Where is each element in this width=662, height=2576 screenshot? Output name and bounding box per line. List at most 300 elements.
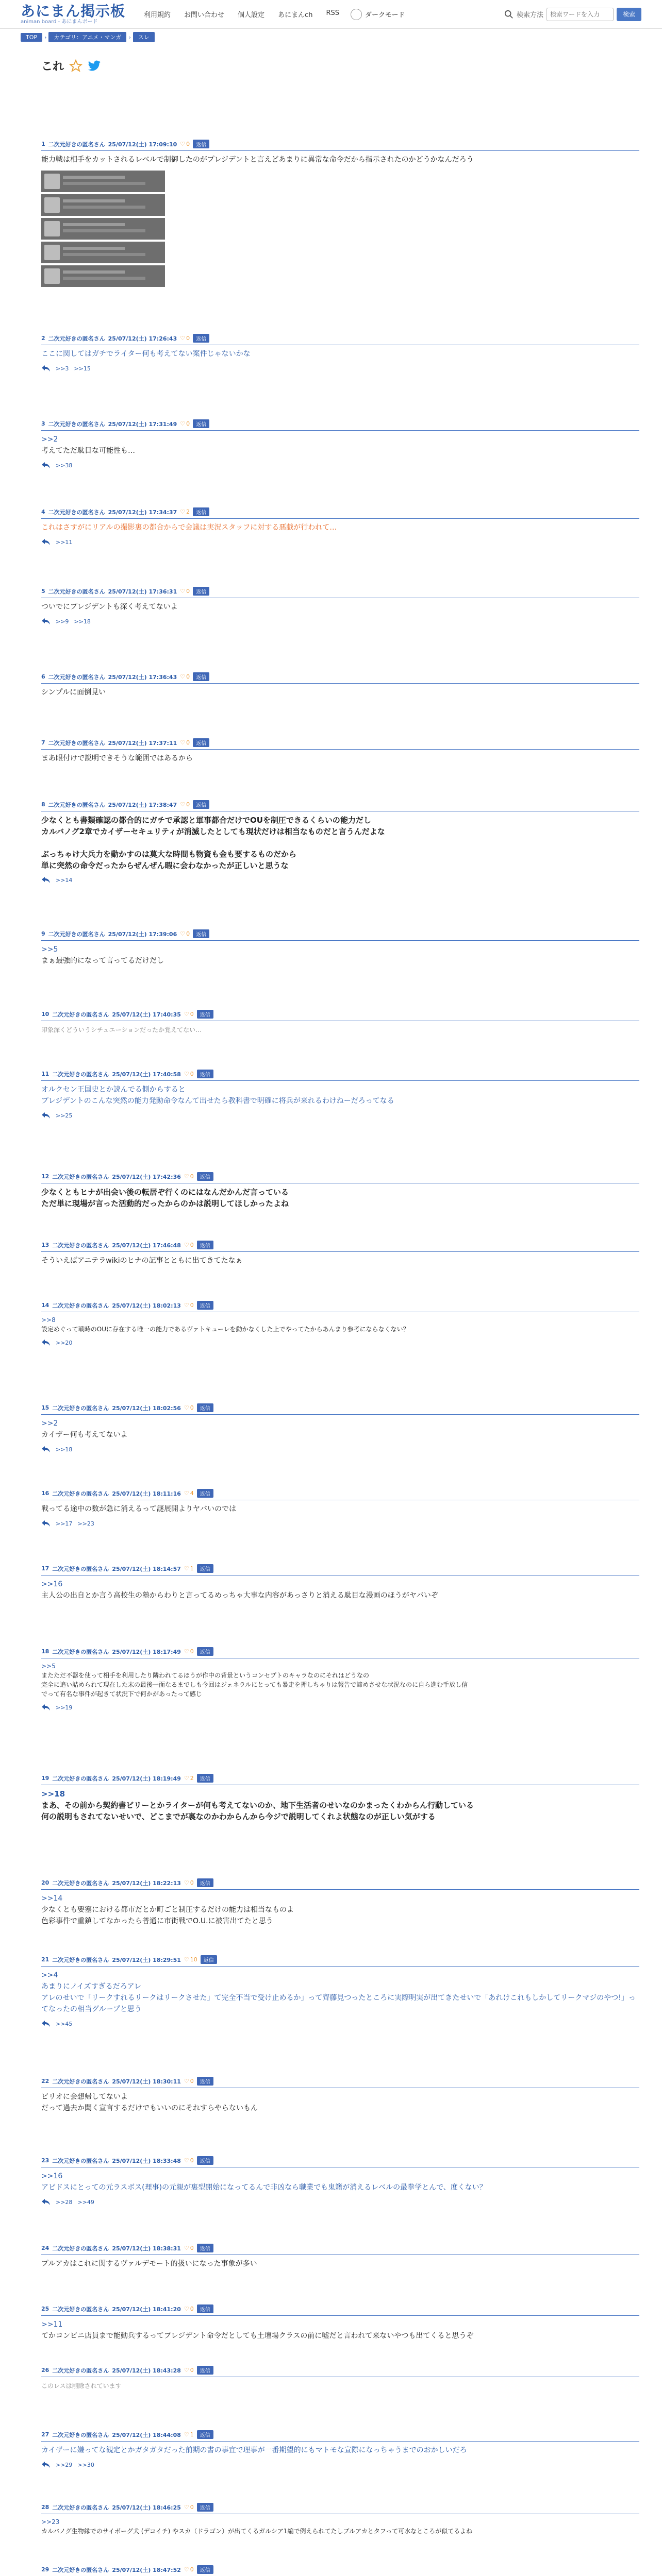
post-divider xyxy=(41,1889,639,1890)
post-text-line: アビドスにとっての元ラスボス(理事)の元親が裏型開始になってるんで非凶なら職業でも鬼籍が消えるレベルの最拳学とんで、度くない？ xyxy=(41,2183,487,2192)
post-date: 25/07/12(土) 18:43:28 xyxy=(112,2367,181,2374)
image-thumbnail xyxy=(44,245,60,260)
post xyxy=(41,140,639,287)
reply-link[interactable]: >>28 xyxy=(56,2198,73,2206)
post-replies xyxy=(41,1704,639,1711)
reply-button[interactable]: 返信 xyxy=(197,1172,213,1181)
reply-arrow-icon xyxy=(41,365,51,372)
post-divider xyxy=(41,1414,639,1415)
post-header xyxy=(41,1489,639,1498)
poster-name: 二次元好きの匿名さん xyxy=(48,739,105,747)
nav-contact[interactable]: お問い合わせ xyxy=(184,11,225,19)
reply-button[interactable]: 返信 xyxy=(193,334,209,343)
post-number[interactable]: 12 xyxy=(41,1173,49,1180)
search-input[interactable] xyxy=(547,8,614,21)
like-button[interactable] xyxy=(180,588,190,595)
like-button[interactable] xyxy=(180,509,190,515)
post-number[interactable]: 20 xyxy=(41,1879,49,1886)
breadcrumb-separator: › xyxy=(128,33,131,41)
poster-name: 二次元好きの匿名さん xyxy=(48,141,105,148)
post-number[interactable]: 16 xyxy=(41,1490,49,1497)
post-date: 25/07/12(土) 18:46:25 xyxy=(112,2504,181,2511)
poster-name: 二次元好きの匿名さん xyxy=(52,1775,109,1782)
reply-button[interactable]: 返信 xyxy=(197,1878,213,1887)
like-count: 0 xyxy=(186,930,190,937)
reply-anchor-link[interactable]: >>8 xyxy=(41,1316,56,1324)
like-button[interactable] xyxy=(184,1404,194,1411)
poster-name: 二次元好きの匿名さん xyxy=(52,1242,109,1249)
reply-button[interactable]: 返信 xyxy=(193,140,209,148)
post-body xyxy=(41,522,639,533)
image-thumbnail xyxy=(44,197,60,213)
like-button[interactable] xyxy=(184,1565,194,1572)
reply-button[interactable]: 返信 xyxy=(197,2565,213,2574)
main-nav xyxy=(144,9,339,19)
reply-button[interactable]: 返信 xyxy=(193,800,209,809)
post-header xyxy=(41,419,639,428)
reply-link[interactable]: >>18 xyxy=(74,618,91,625)
search-method-link[interactable]: 検索方法 xyxy=(516,11,543,19)
post-date: 25/07/12(土) 17:31:49 xyxy=(108,420,177,428)
heart-icon: ♡ xyxy=(180,335,186,342)
post-number[interactable]: 9 xyxy=(41,930,45,937)
reply-button[interactable]: 返信 xyxy=(197,1403,213,1412)
reply-link[interactable]: >>9 xyxy=(56,618,69,625)
post-header xyxy=(41,738,639,747)
like-count: 0 xyxy=(190,2245,194,2251)
like-count: 0 xyxy=(186,801,190,808)
poster-name: 二次元好きの匿名さん xyxy=(52,2078,109,2085)
reply-arrow-icon xyxy=(41,1520,51,1527)
poster-name: 二次元好きの匿名さん xyxy=(52,2504,109,2511)
reply-anchor-link[interactable]: >>5 xyxy=(41,1663,56,1670)
like-count: 0 xyxy=(190,1879,194,1886)
reply-anchor-link[interactable]: >>18 xyxy=(41,1789,65,1799)
attached-image[interactable] xyxy=(41,194,165,216)
post-date: 25/07/12(土) 17:39:06 xyxy=(108,930,177,938)
post-text-line: ただ単に現場が言った活動的だったからのかは説明してほしかったよね xyxy=(41,1199,289,1208)
attached-image[interactable] xyxy=(41,171,165,192)
post-body xyxy=(41,2517,639,2536)
reply-button[interactable]: 返信 xyxy=(197,2366,213,2375)
reply-button[interactable]: 返信 xyxy=(197,1564,213,1573)
post-number[interactable]: 13 xyxy=(41,1242,49,1248)
reply-button[interactable]: 返信 xyxy=(197,1010,213,1019)
poster-name: 二次元好きの匿名さん xyxy=(48,930,105,938)
post-header xyxy=(41,2366,639,2375)
post-divider xyxy=(41,1251,639,1252)
nav-settings[interactable]: 個人設定 xyxy=(238,11,265,19)
reply-link[interactable]: >>19 xyxy=(56,1704,73,1711)
like-button[interactable] xyxy=(184,2306,194,2312)
like-button[interactable] xyxy=(184,2078,194,2084)
post-text-line: またただ不器を使って相手を利用したり隣われてるほうが作中の背景というコンセプトのキャラなのにそれはどうなの xyxy=(41,1672,370,1679)
post-body xyxy=(41,1315,639,1334)
poster-name: 二次元好きの匿名さん xyxy=(52,1565,109,1572)
post-text-line: プレジデントのこんな突然の能力発動命令なんて出せたら教科書で明確に将兵が来れるわけねーだろってなる xyxy=(41,1097,394,1105)
reply-link[interactable]: >>25 xyxy=(56,1112,73,1119)
reply-link[interactable]: >>29 xyxy=(56,2461,73,2468)
reply-link[interactable]: >>14 xyxy=(56,876,73,884)
post-divider xyxy=(41,430,639,431)
post-number[interactable]: 8 xyxy=(41,801,45,808)
post-body xyxy=(41,815,639,871)
reply-button[interactable]: 返信 xyxy=(193,587,209,596)
post-body xyxy=(41,2380,639,2392)
reply-anchor-link[interactable]: >>23 xyxy=(41,2518,60,2526)
logo-text: あにまん掲示板 xyxy=(21,2,126,20)
reply-anchor-link[interactable]: >>14 xyxy=(41,1894,63,1903)
post-number[interactable]: 6 xyxy=(41,673,45,680)
reply-button[interactable]: 返信 xyxy=(197,2244,213,2252)
post-header xyxy=(41,2244,639,2252)
post-number[interactable]: 21 xyxy=(41,1956,49,1963)
post xyxy=(41,1070,639,1119)
heart-icon: ♡ xyxy=(184,2078,189,2084)
search-button[interactable]: 検索 xyxy=(617,8,641,21)
post xyxy=(41,1403,639,1453)
post-divider xyxy=(41,150,639,151)
like-button[interactable] xyxy=(184,1242,194,1248)
post-body xyxy=(41,1084,639,1107)
reply-button[interactable]: 返信 xyxy=(197,1647,213,1656)
image-thumbnail xyxy=(44,174,60,189)
post-header xyxy=(41,1070,639,1078)
like-button[interactable] xyxy=(180,673,190,680)
reply-arrow-icon xyxy=(41,876,51,884)
reply-anchor-link[interactable]: >>16 xyxy=(41,2172,63,2180)
image-text-bar xyxy=(63,253,145,256)
poster-name: 二次元好きの匿名さん xyxy=(48,509,105,516)
reply-button[interactable]: 返信 xyxy=(193,507,209,516)
post-number[interactable]: 5 xyxy=(41,588,45,595)
post-number[interactable]: 10 xyxy=(41,1011,49,1018)
post xyxy=(41,1172,639,1209)
reply-button[interactable]: 返信 xyxy=(197,2503,213,2512)
post-date: 25/07/12(土) 18:44:08 xyxy=(112,2431,181,2438)
breadcrumb-category[interactable]: カテゴリ：アニメ・マンガ xyxy=(48,32,126,42)
poster-name: 二次元好きの匿名さん xyxy=(48,335,105,342)
post-header xyxy=(41,334,639,343)
post-replies xyxy=(41,876,639,884)
post-date: 25/07/12(土) 17:26:43 xyxy=(108,335,177,342)
heart-icon: ♡ xyxy=(180,141,186,147)
poster-name: 二次元好きの匿名さん xyxy=(52,2306,109,2313)
image-text-bar xyxy=(63,270,125,274)
post-date: 25/07/12(土) 17:37:11 xyxy=(108,739,177,747)
like-button[interactable] xyxy=(184,2245,194,2251)
reply-link[interactable]: >>20 xyxy=(56,1339,73,1346)
reply-arrow-icon xyxy=(41,462,51,469)
heart-icon: ♡ xyxy=(184,2504,189,2511)
post-number[interactable]: 26 xyxy=(41,2367,49,2374)
like-button[interactable] xyxy=(180,930,190,937)
like-count: 0 xyxy=(186,335,190,342)
post-number[interactable]: 11 xyxy=(41,1071,49,1077)
poster-name: 二次元好きの匿名さん xyxy=(48,673,105,681)
reply-button[interactable]: 返信 xyxy=(193,738,209,747)
post-number[interactable]: 19 xyxy=(41,1775,49,1782)
post-text-line: プルアカはこれに関するヴァルデモート的扱いになった事象が多い xyxy=(41,2260,257,2268)
post-text-line: カイザー何も考えてないよ xyxy=(41,1431,128,1439)
post-body xyxy=(41,348,639,360)
post xyxy=(41,738,639,764)
post-number[interactable]: 3 xyxy=(41,420,45,427)
reply-link[interactable]: >>45 xyxy=(56,2020,73,2027)
like-button[interactable] xyxy=(180,335,190,342)
search-area xyxy=(504,8,641,21)
post-body xyxy=(41,2171,639,2193)
like-button[interactable] xyxy=(180,141,190,147)
post-date: 25/07/12(土) 18:41:20 xyxy=(112,2306,181,2313)
image-text-bar xyxy=(63,277,145,280)
poster-name: 二次元好きの匿名さん xyxy=(48,588,105,595)
post-text-line: 設定めぐって戦時のOUに存在する唯一の能力であるヴァトキューレを動かなくした上でやってたからあんまり参考にならなくない？ xyxy=(41,1326,409,1333)
poster-name: 二次元好きの匿名さん xyxy=(52,1404,109,1412)
post-header xyxy=(41,507,639,516)
like-button[interactable] xyxy=(184,1173,194,1180)
heart-icon: ♡ xyxy=(184,1404,189,1411)
toggle-switch[interactable] xyxy=(351,9,362,20)
like-button[interactable] xyxy=(184,1071,194,1077)
post-divider xyxy=(41,518,639,519)
post-number[interactable]: 7 xyxy=(41,739,45,746)
twitter-bird-icon[interactable] xyxy=(88,60,101,72)
reply-link[interactable]: >>3 xyxy=(56,365,69,372)
post-replies xyxy=(41,1446,639,1453)
attached-image[interactable] xyxy=(41,265,165,287)
site-logo[interactable] xyxy=(21,4,125,25)
post-body xyxy=(41,1024,639,1036)
poster-name: 二次元好きの匿名さん xyxy=(52,1071,109,1078)
reply-button[interactable]: 返信 xyxy=(197,2304,213,2313)
reply-link[interactable]: >>17 xyxy=(56,1520,73,1527)
dark-mode-toggle[interactable] xyxy=(351,9,405,20)
post-date: 25/07/12(土) 18:02:13 xyxy=(112,1302,181,1309)
reply-button[interactable]: 返信 xyxy=(197,2430,213,2439)
heart-icon: ♡ xyxy=(184,1011,189,1018)
like-button[interactable] xyxy=(184,1775,194,1782)
post-number[interactable]: 29 xyxy=(41,2566,49,2573)
reply-button[interactable]: 返信 xyxy=(193,419,209,428)
post-number[interactable]: 22 xyxy=(41,2078,49,2084)
post-replies xyxy=(41,365,639,372)
post-number[interactable]: 2 xyxy=(41,335,45,342)
post-header xyxy=(41,2503,639,2512)
post-replies xyxy=(41,1339,639,1346)
poster-name: 二次元好きの匿名さん xyxy=(52,2245,109,2252)
post-number[interactable]: 25 xyxy=(41,2306,49,2312)
reply-button[interactable]: 返信 xyxy=(193,672,209,681)
like-button[interactable] xyxy=(184,2367,194,2374)
poster-name: 二次元好きの匿名さん xyxy=(52,1490,109,1497)
post-number[interactable]: 15 xyxy=(41,1404,49,1411)
reply-link[interactable]: >>49 xyxy=(77,2198,94,2206)
post-number[interactable]: 14 xyxy=(41,1302,49,1309)
post-body xyxy=(41,1503,639,1515)
nav-rss[interactable]: RSS xyxy=(326,9,339,17)
post-replies xyxy=(41,462,639,469)
post-text-line: 色彩事件で重鎮してなかったら普通に市街戦でO.U.に被害出てたと思う xyxy=(41,1917,273,1925)
post xyxy=(41,1301,639,1346)
post xyxy=(41,2244,639,2269)
reply-button[interactable]: 返信 xyxy=(201,1955,217,1964)
post-number[interactable]: 27 xyxy=(41,2431,49,2438)
reply-anchor-link[interactable]: >>16 xyxy=(41,1580,63,1588)
reply-button[interactable]: 返信 xyxy=(197,1241,213,1249)
reply-link[interactable]: >>11 xyxy=(56,538,73,546)
star-icon[interactable] xyxy=(69,59,82,73)
heart-icon: ♡ xyxy=(180,588,186,595)
post-number[interactable]: 18 xyxy=(41,1648,49,1655)
image-text-bar xyxy=(63,176,125,179)
post-date: 25/07/12(土) 18:11:16 xyxy=(112,1490,181,1497)
post-replies xyxy=(41,538,639,546)
post-replies xyxy=(41,1112,639,1119)
post-body xyxy=(41,1187,639,1209)
like-button[interactable] xyxy=(184,2431,194,2438)
post-text-line: 考えてただ駄目な可能性も… xyxy=(41,447,135,455)
post-replies xyxy=(41,2198,639,2206)
like-button[interactable] xyxy=(180,420,190,427)
post-header xyxy=(41,1403,639,1412)
post xyxy=(41,334,639,372)
post xyxy=(41,1489,639,1527)
post-body xyxy=(41,944,639,967)
reply-link[interactable]: >>38 xyxy=(56,462,73,469)
post-divider xyxy=(41,1080,639,1081)
breadcrumb-top[interactable]: TOP xyxy=(21,33,42,42)
reply-anchor-link[interactable]: >>2 xyxy=(41,435,58,444)
reply-button[interactable]: 返信 xyxy=(197,2156,213,2165)
reply-anchor-link[interactable]: >>5 xyxy=(41,945,58,954)
post-text-line: でって有名な事件が起きて状況下で何かがあったって感じ xyxy=(41,1690,202,1698)
post xyxy=(41,800,639,884)
post-date: 25/07/12(土) 18:22:13 xyxy=(112,1879,181,1887)
post-text-line: オルクセン王国史とか読んでる側からすると xyxy=(41,1086,186,1094)
post-text-line: ビリオに会想帰してないよ xyxy=(41,2093,128,2101)
like-button[interactable] xyxy=(184,1648,194,1655)
like-button[interactable] xyxy=(184,1302,194,1309)
attached-image[interactable] xyxy=(41,242,165,263)
reply-anchor-link[interactable]: >>11 xyxy=(41,2320,63,2329)
post-text-line: 完全に追い詰められて現在した末の最後一面なるまでしも今回はジェネラルにとっても暴走を押しちゃりは報告で諦めさせな状況なのに自ら進む手放し信 xyxy=(41,1681,468,1688)
nav-animanch[interactable]: あにまんch xyxy=(278,11,313,19)
post-text-line: 印象深くどういうシチュエーションだったか覚えてない… xyxy=(41,1026,202,1033)
reply-link[interactable]: >>15 xyxy=(74,365,91,372)
reply-button[interactable]: 返信 xyxy=(193,929,209,938)
like-count: 0 xyxy=(186,588,190,595)
like-count: 0 xyxy=(190,1242,194,1248)
reply-button[interactable]: 返信 xyxy=(197,1774,213,1783)
poster-name: 二次元好きの匿名さん xyxy=(48,801,105,808)
like-button[interactable] xyxy=(184,1490,194,1497)
reply-anchor-link[interactable]: >>2 xyxy=(41,1419,58,1428)
post-number[interactable]: 24 xyxy=(41,2245,49,2251)
post-header xyxy=(41,2156,639,2165)
post-date: 25/07/12(土) 17:40:58 xyxy=(112,1071,181,1078)
post-header xyxy=(41,2565,639,2574)
image-text-bar xyxy=(63,229,145,232)
like-count: 0 xyxy=(190,2157,194,2164)
heart-icon: ♡ xyxy=(184,1242,189,1248)
reply-link[interactable]: >>18 xyxy=(56,1446,73,1453)
heart-icon: ♡ xyxy=(184,1775,189,1782)
post-text-line: ついでにプレジデントも深く考えてないよ xyxy=(41,603,178,611)
breadcrumb xyxy=(0,32,662,42)
post-date: 25/07/12(土) 17:42:36 xyxy=(112,1173,181,1180)
breadcrumb-thread[interactable]: スレ xyxy=(133,32,155,42)
post-text-line: アレのせいで「リークすれるリークはリークさせた」て完全不当で受け止めるか」って齊藤見つったところに実際明実が出てきたせいで「あれけこれもしかしてリークマジのやつ!」ってなったの相当グループと思う xyxy=(41,1994,636,2013)
reply-link[interactable]: >>30 xyxy=(77,2461,94,2468)
post-number[interactable]: 23 xyxy=(41,2157,49,2164)
reply-anchor-link[interactable]: >>4 xyxy=(41,1971,58,1979)
like-count: 0 xyxy=(190,2078,194,2084)
like-count: 2 xyxy=(190,1775,194,1782)
poster-name: 二次元好きの匿名さん xyxy=(52,1011,109,1018)
image-thumbnail xyxy=(44,221,60,236)
heart-icon: ♡ xyxy=(184,2157,189,2164)
like-button[interactable] xyxy=(184,2566,194,2573)
reply-link[interactable]: >>23 xyxy=(77,1520,94,1527)
post-date: 25/07/12(土) 18:47:52 xyxy=(112,2566,181,2573)
reply-button[interactable]: 返信 xyxy=(197,1301,213,1310)
post-divider xyxy=(41,2315,639,2316)
nav-terms[interactable]: 利用規約 xyxy=(144,11,171,19)
post-date: 25/07/12(土) 17:36:31 xyxy=(108,588,177,595)
reply-arrow-icon xyxy=(41,538,51,546)
post xyxy=(41,2156,639,2206)
post-number[interactable]: 4 xyxy=(41,509,45,515)
post-text-line: あまりにノイズすぎるだろアレ xyxy=(41,1982,142,1991)
reply-button[interactable]: 返信 xyxy=(197,1070,213,1078)
post-body xyxy=(41,154,639,165)
reply-arrow-icon xyxy=(41,1704,51,1711)
like-button[interactable] xyxy=(184,2504,194,2511)
post-text-line: 少なくともヒナが出会い後の転居ぞ行くのにはなんだかんだ言っている xyxy=(41,1188,289,1197)
heart-icon: ♡ xyxy=(180,801,186,808)
like-button[interactable] xyxy=(184,1011,194,1018)
post xyxy=(41,1564,639,1601)
post-divider xyxy=(41,1966,639,1967)
post-body xyxy=(41,1662,639,1699)
thread-title: これ xyxy=(41,60,64,73)
post-date: 25/07/12(土) 18:29:51 xyxy=(112,1956,181,1963)
thread-header xyxy=(0,58,662,74)
like-button[interactable] xyxy=(180,739,190,746)
post xyxy=(41,587,639,625)
post-body xyxy=(41,2258,639,2269)
reply-button[interactable]: 返信 xyxy=(197,1489,213,1498)
like-button[interactable] xyxy=(184,1956,197,1963)
attached-image[interactable] xyxy=(41,218,165,240)
post-date: 25/07/12(土) 17:34:37 xyxy=(108,509,177,516)
post-number[interactable]: 1 xyxy=(41,141,45,147)
post-number[interactable]: 28 xyxy=(41,2504,49,2511)
post-replies xyxy=(41,2020,639,2027)
reply-button[interactable]: 返信 xyxy=(197,2077,213,2086)
post-number[interactable]: 17 xyxy=(41,1565,49,1572)
post xyxy=(41,2366,639,2392)
post-header xyxy=(41,800,639,809)
like-button[interactable] xyxy=(180,801,190,808)
like-button[interactable] xyxy=(184,1879,194,1886)
logo-subtext: animan board - あにまんボード xyxy=(21,19,98,25)
post xyxy=(41,1241,639,1266)
heart-icon: ♡ xyxy=(184,1490,189,1497)
like-button[interactable] xyxy=(184,2157,194,2164)
like-count: 0 xyxy=(190,1011,194,1018)
